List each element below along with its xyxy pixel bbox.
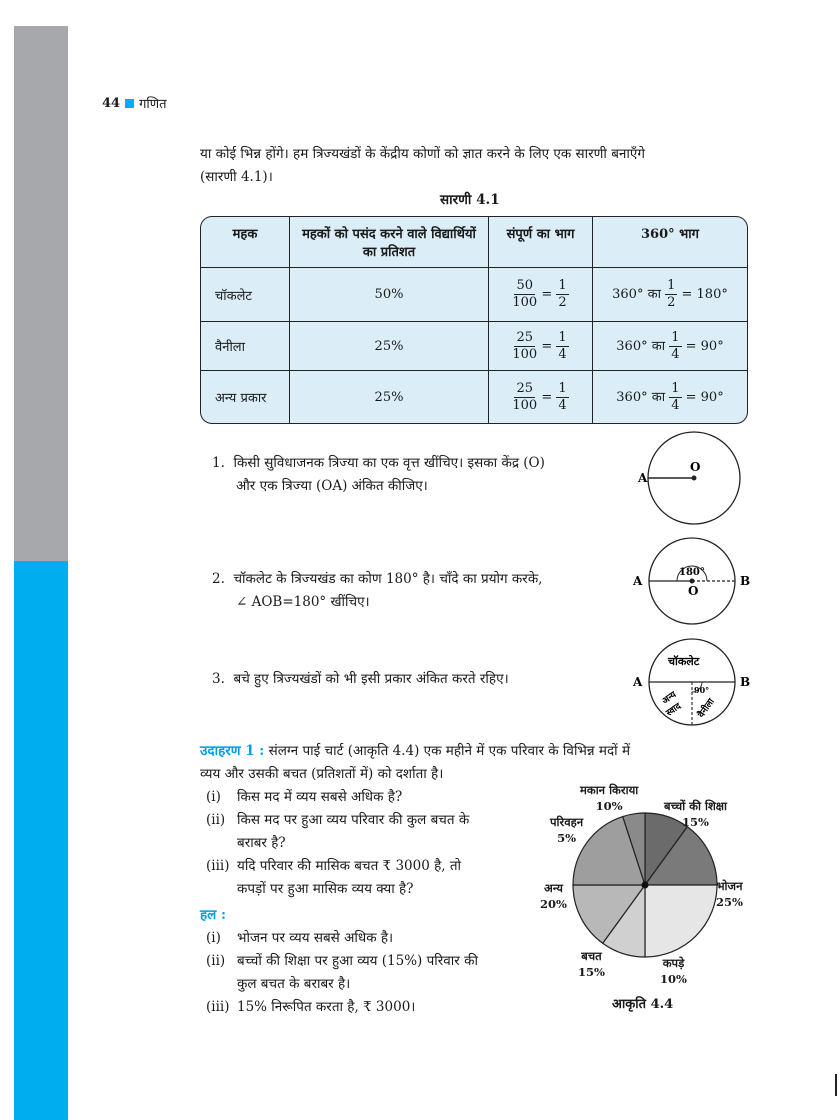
intro-paragraph — [200, 143, 750, 189]
pie-slice-2 — [645, 885, 717, 957]
step-text: ∠ AOB=180° खींचिए। — [236, 594, 370, 610]
answer-text: कुल बचत के बराबर है। — [237, 976, 351, 992]
degree-result: = 90° — [685, 389, 724, 405]
step-1 — [212, 452, 632, 498]
slice-label: मकान किराया — [580, 783, 639, 797]
pie-chart — [570, 810, 720, 960]
slice-label: बचत — [581, 949, 602, 963]
table-cell — [489, 322, 593, 371]
fraction-num: 1 — [671, 380, 680, 396]
table-cell: चॉकलेट — [201, 268, 290, 322]
slice-value: 25% — [716, 895, 743, 909]
angle-label: 180° — [679, 567, 705, 578]
side-band-blue — [14, 561, 68, 1120]
slice-label: कपड़े — [662, 956, 685, 970]
table-cell — [489, 268, 593, 322]
side-band-grey — [14, 26, 68, 561]
question-number: (iii) — [206, 858, 230, 874]
fraction — [512, 381, 537, 414]
fraction — [512, 330, 537, 363]
center-dot — [690, 579, 695, 584]
fraction-den: 4 — [671, 397, 680, 413]
table-cell — [593, 268, 747, 322]
question-text: किस मद में व्यय सबसे अधिक है? — [237, 789, 403, 805]
center-dot — [692, 476, 697, 481]
slice-value: 15% — [578, 965, 605, 979]
question-number: (i) — [206, 789, 221, 805]
circle-diagram-3 — [630, 636, 755, 730]
step-3 — [212, 668, 632, 691]
table-cell: वैनीला — [201, 322, 290, 371]
fraction-den: 100 — [512, 295, 538, 310]
step-2 — [212, 568, 632, 614]
pie-label-transport — [550, 814, 583, 846]
degree-prefix: 360° का — [616, 338, 666, 354]
pie-label-savings — [578, 948, 605, 980]
step-text: किसी सुविधाजनक त्रिज्या का एक वृत्त खींचिए। इसका केंद्र (O) — [233, 455, 545, 471]
fraction — [512, 278, 537, 311]
fraction — [556, 381, 568, 414]
fraction-den: 2 — [558, 295, 567, 310]
degree-result: = 90° — [685, 338, 724, 354]
answer-number: (iii) — [206, 999, 230, 1015]
equals: = — [541, 287, 553, 302]
table-row — [201, 371, 747, 423]
table-caption: सारणी 4.1 — [440, 192, 500, 208]
step-text: बचे हुए त्रिज्यखंडों को भी इसी प्रकार अंकित करते रहिए। — [233, 671, 509, 687]
fraction-num: 1 — [671, 329, 680, 345]
fraction-den: 4 — [558, 346, 567, 362]
equals: = — [541, 338, 553, 354]
pie-label-rent — [580, 782, 638, 814]
degree-prefix: 360° का — [616, 389, 666, 405]
example-paragraph — [200, 740, 750, 786]
pie-label-clothes — [660, 955, 687, 987]
example-label: उदाहरण 1 : — [200, 743, 265, 759]
fraction-num: 1 — [558, 329, 567, 345]
slice-label: भोजन — [716, 879, 743, 893]
other-label: अन्य — [660, 690, 679, 707]
table-cell — [489, 371, 593, 423]
table-cell: 25% — [290, 322, 489, 371]
fraction-den: 2 — [667, 295, 676, 310]
fraction-den: 4 — [558, 397, 567, 413]
step-number: 2. — [212, 571, 225, 587]
question-number: (ii) — [206, 812, 226, 828]
label-a: A — [633, 574, 643, 588]
table-row — [201, 322, 747, 371]
table-row — [201, 268, 747, 322]
table-cell — [593, 322, 747, 371]
fraction-den: 4 — [671, 346, 680, 362]
answer-text: बच्चों की शिक्षा पर हुआ व्यय (15%) परिवार की — [237, 953, 478, 969]
step-text: चॉकलेट के त्रिज्यखंड का कोण 180° है। चाँदे का प्रयोग करके, — [233, 571, 543, 587]
label-a: A — [633, 675, 643, 689]
fraction-num: 50 — [516, 278, 534, 293]
fraction-num: 1 — [667, 278, 676, 293]
table-header: महक — [201, 217, 290, 268]
question-text: बराबर है? — [237, 835, 286, 851]
table-cell: अन्य प्रकार — [201, 371, 290, 423]
slice-value: 5% — [557, 831, 577, 845]
slice-label: अन्य — [544, 881, 563, 895]
other-label-2: स्वाद — [664, 701, 684, 719]
angle-label: 90° — [694, 685, 710, 695]
circle-diagram-2 — [630, 536, 755, 628]
label-b: B — [740, 574, 751, 588]
subject-title: गणित — [139, 97, 167, 112]
pie-label-food — [716, 878, 743, 910]
fraction-num: 1 — [558, 278, 567, 293]
pie-center-dot — [642, 882, 649, 889]
fraction — [556, 330, 568, 363]
label-o: O — [690, 460, 701, 474]
label-a: A — [638, 471, 648, 485]
question-text: यदि परिवार की मासिक बचत ₹ 3000 है, तो — [237, 858, 462, 874]
label-o: O — [688, 584, 699, 598]
answer-text: 15% निरूपित करता है, ₹ 3000। — [237, 999, 416, 1015]
chocolate-label: चॉकलेट — [668, 655, 700, 668]
corner-mark — [835, 1074, 837, 1096]
table-cell: 25% — [290, 371, 489, 423]
page-number: 44 — [102, 95, 121, 111]
intro-line: (सारणी 4.1)। — [200, 169, 273, 185]
step-text: और एक त्रिज्या (OA) अंकित कीजिए। — [236, 478, 428, 494]
solution-label — [200, 904, 226, 927]
question-text: कपड़ों पर हुआ मासिक व्यय क्या है? — [237, 881, 414, 897]
answer-text: भोजन पर व्यय सबसे अधिक है। — [237, 930, 394, 946]
table-4-1 — [200, 216, 748, 424]
square-icon — [125, 99, 134, 108]
intro-line: या कोई भिन्न होंगे। हम त्रिज्यखंडों के केंद्रीय कोणों को ज्ञात करने के लिए एक सारणी बनाएँगे — [200, 146, 645, 162]
label-b: B — [740, 675, 751, 689]
answer-number: (ii) — [206, 953, 226, 969]
pie-label-other — [540, 880, 567, 912]
example-text: संलग्न पाई चार्ट (आकृति 4.4) एक महीने में एक परिवार के विभिन्न मदों में — [268, 743, 631, 759]
pie-label-education — [664, 798, 727, 830]
table-header: महकों को पसंद करने वाले विद्यार्थियों का प्रतिशत — [290, 217, 489, 268]
fraction — [665, 278, 677, 311]
fraction-num: 25 — [516, 329, 534, 345]
slice-value: 10% — [660, 972, 687, 986]
fraction-num: 1 — [558, 380, 567, 396]
answer-number: (i) — [206, 930, 221, 946]
question-text: किस मद पर हुआ व्यय परिवार की कुल बचत के — [237, 812, 470, 828]
step-number: 1. — [212, 455, 225, 471]
question-list — [206, 786, 531, 901]
slice-value: 15% — [682, 815, 709, 829]
fraction-den: 100 — [512, 346, 538, 362]
slice-value: 10% — [595, 799, 623, 813]
page-header — [102, 94, 167, 112]
table-header: संपूर्ण का भाग — [489, 217, 593, 268]
table-header: 360° भाग — [593, 217, 747, 268]
slice-label: परिवहन — [550, 815, 584, 829]
fraction-den: 100 — [512, 397, 538, 413]
table-cell — [593, 371, 747, 423]
answer-list — [206, 927, 531, 1019]
solution-label-text: हल : — [200, 907, 227, 923]
fraction — [669, 330, 681, 363]
fraction — [556, 278, 568, 311]
fraction-num: 25 — [516, 380, 534, 396]
table-cell: 50% — [290, 268, 489, 322]
equals: = — [541, 389, 553, 405]
slice-label: बच्चों की शिक्षा — [664, 799, 728, 813]
slice-value: 20% — [540, 897, 567, 911]
vanilla-label: वैनीला — [696, 697, 717, 720]
step-number: 3. — [212, 671, 225, 687]
table-header-row — [201, 217, 747, 268]
fraction — [669, 381, 681, 414]
circle-diagram-1 — [630, 428, 750, 528]
degree-prefix: 360° का — [612, 287, 661, 302]
example-text: व्यय और उसकी बचत (प्रतिशतों में) को दर्शाता है। — [200, 766, 444, 782]
figure-caption: आकृति 4.4 — [612, 997, 674, 1012]
degree-result: = 180° — [681, 287, 728, 302]
